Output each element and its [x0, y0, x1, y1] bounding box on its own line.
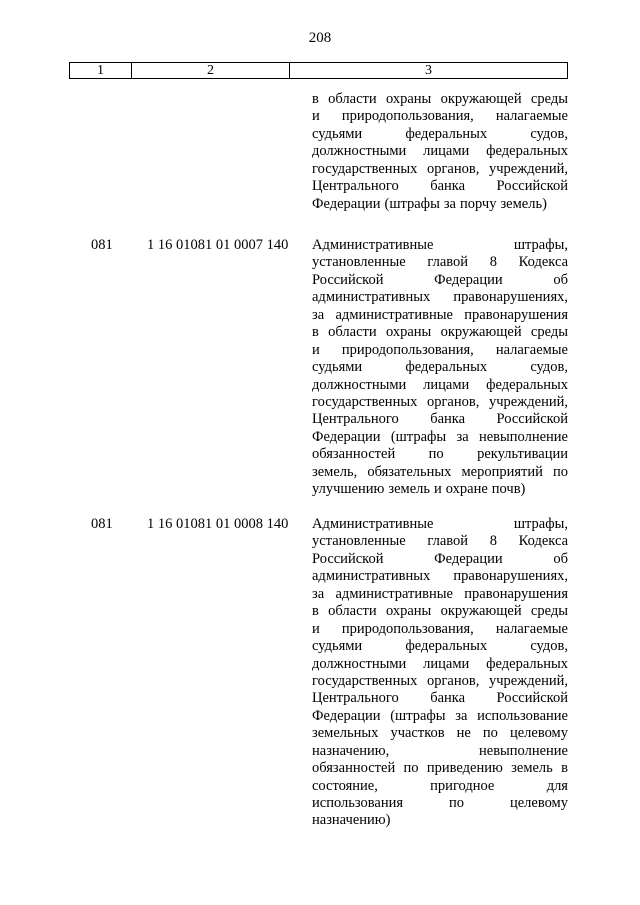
description-line: судьями федеральных судов, — [312, 125, 568, 142]
description-line: государственных органов, учреждений, — [312, 393, 568, 410]
description-line: Федерации (штрафы за использование — [312, 707, 568, 724]
kbk-code: 1 16 01081 01 0008 140 — [147, 516, 289, 532]
description-line: Центрального банка Российской — [312, 411, 568, 428]
description-line: за административные правонарушения — [312, 585, 568, 602]
description-line: установленные главой 8 Кодекса — [312, 254, 568, 271]
page-number: 208 — [308, 30, 332, 46]
description — [312, 237, 568, 499]
column-header-2: 2 — [132, 63, 290, 78]
column-header-3: 3 — [425, 63, 432, 78]
description-line: судьями федеральных судов, — [312, 359, 568, 376]
description-line: обязанностей по приведению земель в — [312, 760, 568, 777]
description-line: Административные штрафы, — [312, 237, 568, 253]
kbk-code: 1 16 01081 01 0007 140 — [147, 237, 289, 253]
column-header-1: 1 — [70, 63, 132, 78]
description-line: должностными лицами федеральных — [312, 655, 568, 672]
admin-code: 081 — [91, 516, 113, 532]
description-line: административных правонарушениях, — [312, 568, 568, 585]
description-line: Центрального банка Российской — [312, 178, 568, 195]
description-line: назначению, невыполнение — [312, 742, 568, 759]
description-line: судьями федеральных судов, — [312, 638, 568, 655]
description-line: Федерации (штрафы за порчу земель) — [312, 195, 547, 212]
description-line: земель, обязательных мероприятий по — [312, 463, 568, 480]
description-line: улучшению земель и охране почв) — [312, 481, 526, 498]
description-line: за административные правонарушения — [312, 306, 568, 323]
column-header-row — [69, 62, 568, 79]
description — [312, 516, 568, 830]
description-line: должностными лицами федеральных — [312, 143, 568, 160]
description-line: административных правонарушениях, — [312, 289, 568, 306]
description-line: должностными лицами федеральных — [312, 376, 568, 393]
description-line: установленные главой 8 Кодекса — [312, 533, 568, 550]
description-line: Центрального банка Российской — [312, 690, 568, 707]
description-line: в области охраны окружающей среды — [312, 324, 568, 341]
description-line: и природопользования, налагаемые — [312, 620, 568, 637]
description-line: Российской Федерации об — [312, 550, 568, 567]
description-line: состояние, пригодное для — [312, 777, 568, 794]
description-line: государственных органов, учреждений, — [312, 672, 568, 689]
description-line: в области охраны окружающей среды — [312, 91, 568, 107]
continuation-description — [312, 91, 568, 213]
admin-code: 081 — [91, 237, 113, 253]
description-line: государственных органов, учреждений, — [312, 160, 568, 177]
description-line: Административные штрафы, — [312, 516, 568, 532]
description-line: земельных участков не по целевому — [312, 725, 568, 742]
description-line: использования по целевому — [312, 795, 568, 811]
description-line: и природопользования, налагаемые — [312, 341, 568, 358]
description-line: назначению) — [312, 812, 391, 829]
description-line: в области охраны окружающей среды — [312, 603, 568, 620]
description-line: Российской Федерации об — [312, 271, 568, 288]
description-line: Федерации (штрафы за невыполнение — [312, 428, 568, 445]
description-line: обязанностей по рекультивации — [312, 446, 568, 463]
description-line: и природопользования, налагаемые — [312, 108, 568, 125]
